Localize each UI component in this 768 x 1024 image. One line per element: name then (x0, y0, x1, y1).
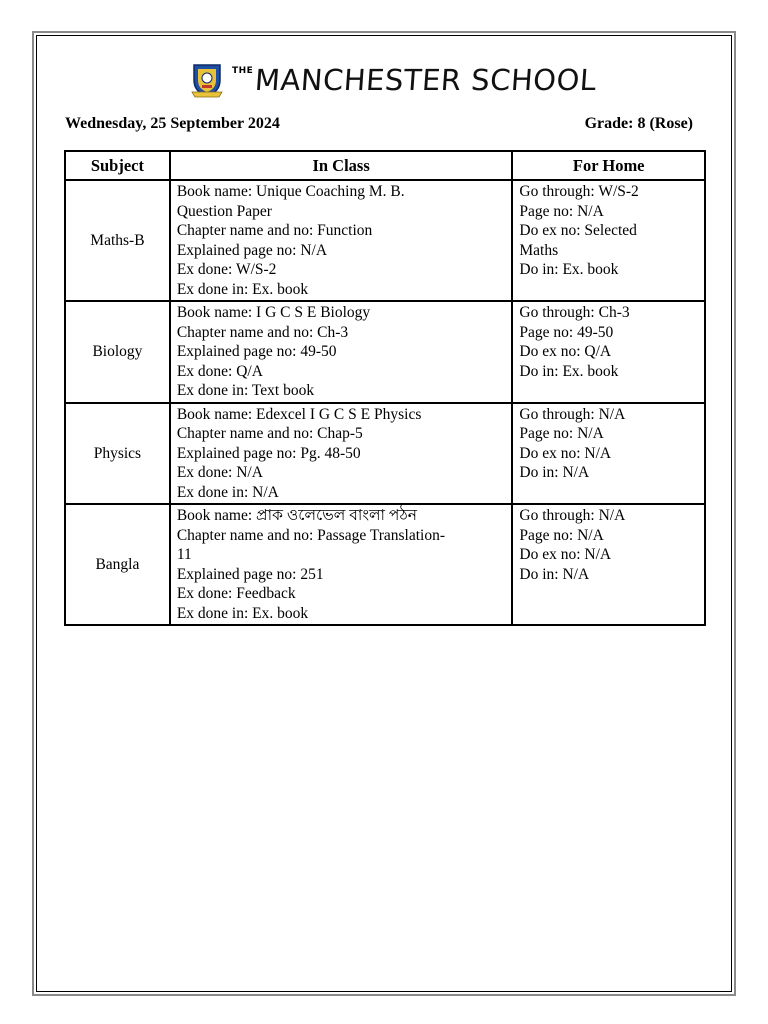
table-row (65, 504, 705, 625)
in-class-cell (170, 504, 513, 625)
for-home-line: Do ex no: Selected (519, 222, 637, 239)
table-header-row (65, 151, 705, 180)
in-class-cell (170, 301, 513, 403)
in-class-line: Explained page no: 49-50 (176, 343, 337, 360)
for-home-line: Maths (519, 241, 559, 259)
in-class-line: Ex done in: Ex. book (176, 280, 309, 298)
for-home-line: Do ex no: N/A (519, 546, 612, 563)
in-class-line: Ex done: N/A (176, 464, 263, 481)
for-home-cell (512, 180, 705, 301)
in-class-line: Ex done: Feedback (176, 585, 296, 602)
for-home-line: Go through: W/S-2 (519, 183, 639, 200)
for-home-line: Page no: 49-50 (519, 323, 614, 341)
for-home-cell (512, 504, 705, 625)
for-home-line: Page no: N/A (519, 425, 604, 442)
in-class-line: Chapter name and no: Ch-3 (176, 323, 349, 341)
in-class-line: Ex done in: Text book (176, 382, 315, 399)
in-class-cell (170, 403, 513, 505)
table-row (65, 301, 705, 403)
for-home-line: Do in: N/A (519, 464, 590, 481)
in-class-cell (170, 180, 513, 301)
for-home-line: Do in: Ex. book (519, 261, 619, 278)
subject-cell: Biology (65, 301, 170, 403)
in-class-line: Book name: Unique Coaching M. B. (176, 183, 405, 200)
in-class-line: Question Paper (176, 202, 272, 220)
the-label: THE (232, 66, 254, 76)
for-home-line: Page no: N/A (519, 526, 604, 544)
class-diary-table (64, 150, 706, 626)
for-home-line: Page no: N/A (519, 202, 604, 220)
for-home-line: Go through: N/A (519, 507, 626, 524)
for-home-cell (512, 301, 705, 403)
subject-cell: Bangla (65, 504, 170, 625)
in-class-line: Ex done in: N/A (176, 483, 279, 501)
in-class-line: 11 (176, 546, 192, 563)
table-row (65, 403, 705, 505)
in-class-line: Chapter name and no: Function (176, 222, 373, 239)
school-crest-icon (190, 62, 224, 98)
for-home-line: Do ex no: Q/A (519, 343, 612, 360)
in-class-line: Explained page no: 251 (176, 565, 324, 583)
school-name: MANCHESTER SCHOOL (254, 63, 599, 97)
for-home-cell (512, 403, 705, 505)
school-header (190, 60, 597, 100)
in-class-line: Ex done: W/S-2 (176, 261, 277, 278)
in-class-line: Chapter name and no: Passage Translation- (176, 526, 446, 544)
in-class-line: Book name: প্রাক ওলেভেল বাংলা পঠন (176, 507, 417, 524)
grade-label: Grade: 8 (Rose) (584, 115, 693, 132)
column-header-in-class: In Class (170, 151, 513, 180)
for-home-line: Do in: N/A (519, 565, 590, 583)
table-row (65, 180, 705, 301)
date-label: Wednesday, 25 September 2024 (65, 115, 280, 132)
in-class-line: Explained page no: Pg. 48-50 (176, 444, 361, 462)
column-header-for-home: For Home (512, 151, 705, 180)
for-home-line: Do ex no: N/A (519, 444, 612, 462)
in-class-line: Ex done: Q/A (176, 362, 263, 380)
column-header-subject: Subject (65, 151, 170, 180)
meta-row (65, 115, 693, 133)
subject-cell: Physics (65, 403, 170, 505)
in-class-line: Book name: Edexcel I G C S E Physics (176, 405, 422, 423)
in-class-line: Explained page no: N/A (176, 241, 328, 259)
for-home-line: Do in: Ex. book (519, 362, 619, 380)
in-class-line: Ex done in: Ex. book (176, 604, 309, 622)
for-home-line: Go through: Ch-3 (519, 304, 630, 321)
in-class-line: Book name: I G C S E Biology (176, 304, 371, 321)
for-home-line: Go through: N/A (519, 405, 626, 423)
in-class-line: Chapter name and no: Chap-5 (176, 425, 363, 442)
subject-cell: Maths-B (65, 180, 170, 301)
